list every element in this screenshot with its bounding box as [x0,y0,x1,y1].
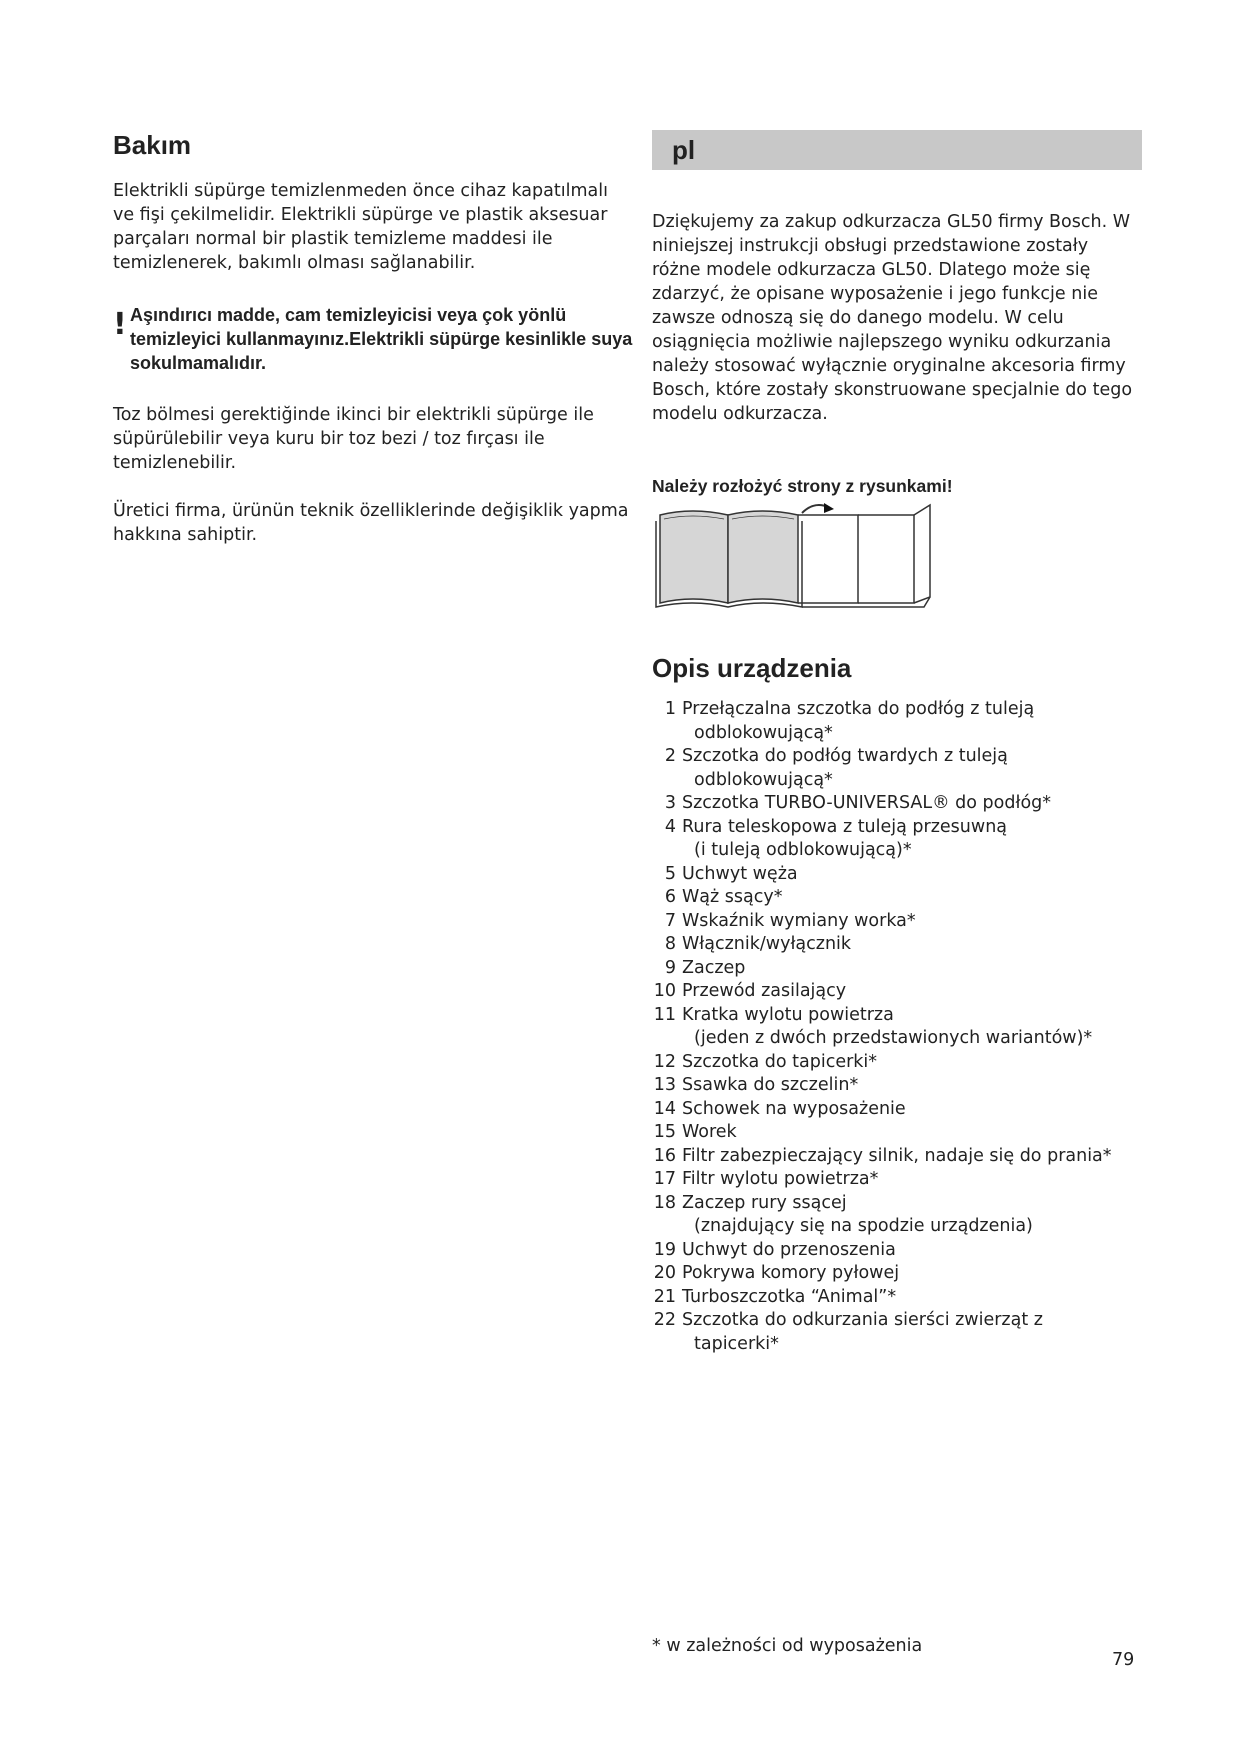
item-number: 8 [664,934,676,954]
arrow-icon [824,503,834,513]
item-label: Turboszczotka “Animal”* [682,1286,897,1307]
list-item [652,1168,1152,1192]
item-text [676,1239,896,1263]
item-number: 3 [664,793,676,813]
item-text [676,1121,737,1145]
footnote: * w zależności od wyposażenia [652,1636,923,1656]
paragraph-dust-compartment: Toz bölmesi gerektiğinde ikinci bir elektrikli süpürge ile süpürülebilir veya kuru bir toz bezi / toz fırçası ile temizlenebilir. [113,405,594,473]
list-item [652,886,1152,910]
page-number: 79 [1112,1650,1135,1670]
item-number: 19 [653,1239,676,1260]
parts-list [652,698,1152,1356]
item-label: Worek [682,1122,737,1142]
list-item [652,1309,1152,1356]
item-label: Filtr wylotu powietrza* [682,1169,879,1189]
item-label: Szczotka do odkurzania sierści zwierząt z [682,1310,1043,1330]
item-text [676,745,1008,792]
item-text [676,957,745,981]
item-text [676,980,846,1004]
section-title-bakim: Bakım [113,130,192,160]
item-label: Wskaźnik wymiany worka* [682,910,916,931]
paragraph-manufacturer: Üretici firma, ürünün teknik özelliklerinde değişiklik yapma hakkına sahiptir. [113,501,629,545]
item-label: Uchwyt do przenoszenia [682,1239,896,1260]
item-number: 9 [664,957,676,978]
item-number: 20 [653,1263,676,1283]
list-item [652,933,1152,957]
list-item [652,1239,1152,1263]
item-label: Uchwyt węża [682,863,798,884]
item-text [676,816,1007,863]
item-label: Zaczep [682,957,746,978]
item-label: Wąż ssący* [682,887,783,907]
item-number: 5 [664,863,676,884]
item-text [676,886,782,910]
item-text [676,792,1051,816]
list-item [652,1262,1152,1286]
item-label: Rura teleskopowa z tuleją przesuwną [682,816,1008,837]
item-continuation: odblokowującą* [694,769,833,790]
item-label: Filtr zabezpieczający silnik, nadaje się do prania* [682,1145,1112,1166]
fold-out-pages-illustration [652,503,942,613]
item-label: Kratka wylotu powietrza [682,1004,894,1025]
item-number: 11 [653,1004,676,1025]
item-continuation: (i tuleją odblokowującą)* [694,840,912,860]
item-text [676,863,798,887]
item-number: 13 [653,1075,676,1095]
item-text [676,1145,1112,1169]
list-item [652,1192,1152,1239]
item-label: Szczotka do podłóg twardych z tuleją [682,746,1008,766]
language-header: pl [652,130,1142,170]
item-number: 6 [664,887,676,907]
item-text [676,933,851,957]
item-continuation: (jeden z dwóch przedstawionych wariantów)* [694,1028,1093,1048]
item-number: 2 [664,746,676,766]
item-continuation: odblokowującą* [694,722,833,743]
item-number: 22 [653,1310,676,1330]
intro-paragraph: Dziękujemy za zakup odkurzacza GL50 firmy Bosch. W niniejszej instrukcji obsługi przedstawione zostały różne modele odkurzacza GL50. Dlatego może się zdarzyć, że opisane wyposażenie i jego funkcje nie zawsze odnoszą się do danego modelu. W celu osiągnięcia możliwie najlepszego wyniku odkurzania należy stosować wyłącznie oryginalne akcesoria firmy Bosch, które zostały skonstruowane specjalnie do tego modelu odkurzacza. [652,212,1133,424]
item-text [676,1309,1043,1356]
list-item [652,1286,1152,1310]
item-label: Szczotka TURBO-UNIVERSAL® do podłóg* [682,793,1052,813]
list-item [652,957,1152,981]
list-item [652,1145,1152,1169]
item-number: 16 [653,1145,676,1166]
item-number: 7 [664,910,676,931]
item-label: Szczotka do tapicerki* [682,1051,878,1072]
warning-text: Aşındırıcı madde, cam temizleyicisi veya çok yönlü temizleyici kullanmayınız.Elektrikli süpürge kesinlikle suya sokulmamalıdır. [130,305,633,373]
item-text [676,1004,1092,1051]
item-label: Przełączalna szczotka do podłóg z tuleją [682,699,1035,719]
item-text [676,1074,858,1098]
item-label: Ssawka do szczelin* [682,1075,859,1095]
item-text [676,1286,896,1310]
item-label: Włącznik/wyłącznik [682,934,852,954]
item-text [676,698,1034,745]
list-item [652,816,1152,863]
list-item [652,1074,1152,1098]
item-text [676,1098,906,1122]
section-title-opis: Opis urządzenia [652,653,852,683]
right-column [652,130,1152,1356]
item-number: 1 [664,699,676,719]
item-continuation: (znajdujący się na spodzie urządzenia) [694,1216,1033,1236]
item-label: Przewód zasilający [682,981,847,1001]
item-text [676,910,916,934]
list-item [652,1004,1152,1051]
list-item [652,792,1152,816]
item-continuation: tapicerki* [694,1333,779,1354]
item-number: 18 [653,1192,676,1213]
fold-instruction: Należy rozłożyć strony z rysunkami! [652,476,953,496]
left-column [113,130,633,547]
item-number: 10 [653,981,676,1001]
item-number: 14 [653,1098,676,1119]
item-text [676,1168,878,1192]
list-item [652,980,1152,1004]
item-text [676,1262,899,1286]
list-item [652,910,1152,934]
list-item [652,1051,1152,1075]
list-item [652,863,1152,887]
warning-block [113,303,633,375]
item-number: 12 [653,1051,676,1072]
list-item [652,698,1152,745]
list-item [652,1121,1152,1145]
item-number: 4 [664,816,676,837]
item-label: Zaczep rury ssącej [682,1192,847,1213]
paragraph-cleaning: Elektrikli süpürge temizlenmeden önce cihaz kapatılmalı ve fişi çekilmelidir. Elektrikli süpürge ve plastik aksesuar parçaları normal bir plastik temizleme maddesi ile temizlenerek, bakımlı olması sağlanabilir. [113,181,608,273]
item-label: Schowek na wyposażenie [682,1098,906,1119]
list-item [652,1098,1152,1122]
item-label: Pokrywa komory pyłowej [682,1263,900,1283]
item-number: 15 [653,1122,676,1142]
exclamation-icon: ! [113,307,127,342]
item-number: 21 [653,1286,676,1307]
item-number: 17 [653,1169,676,1189]
item-text [676,1192,1033,1239]
list-item [652,745,1152,792]
item-text [676,1051,877,1075]
